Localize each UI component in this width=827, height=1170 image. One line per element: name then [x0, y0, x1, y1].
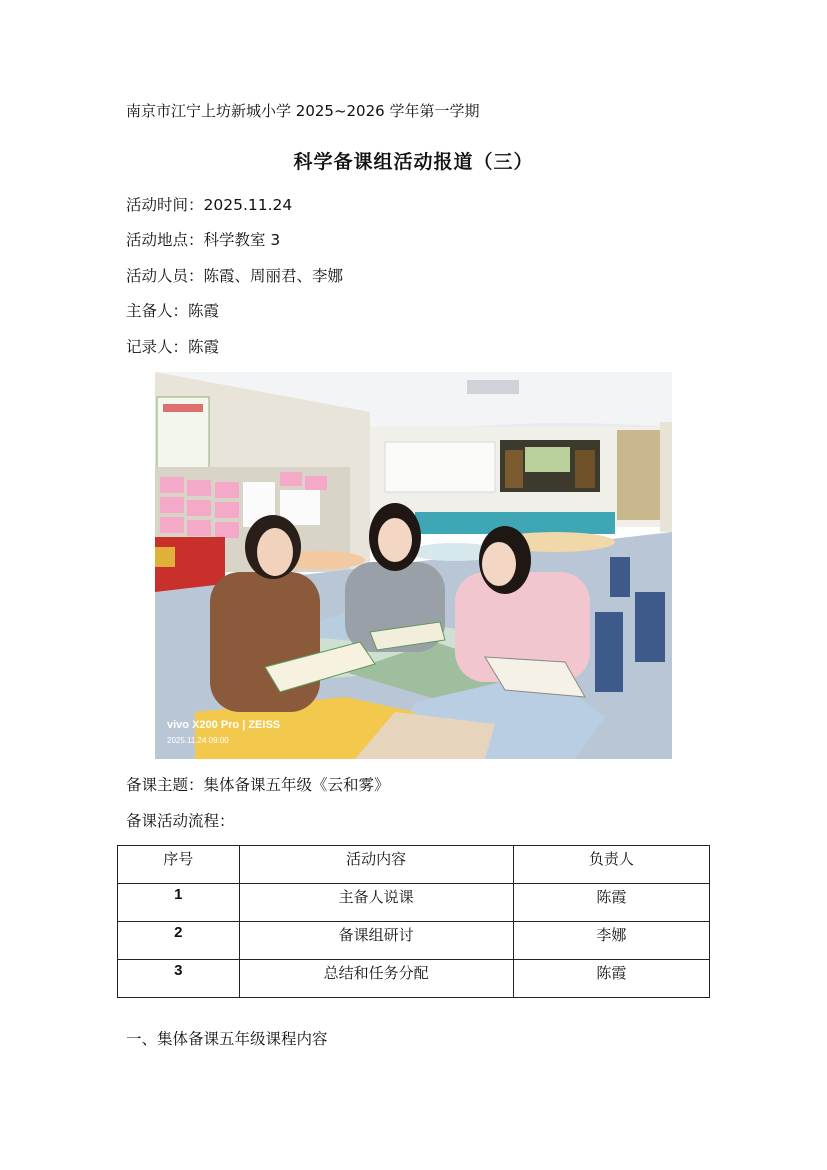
table-row	[118, 884, 710, 922]
school-term-header: 南京市江宁上坊新城小学 2025~2026 学年第一学期	[126, 102, 480, 120]
photo-timestamp: 2025.11.24 09:00	[167, 736, 229, 745]
activity-people: 活动人员：陈霞、周丽君、李娜	[126, 267, 344, 285]
camera-watermark: vivo X200 Pro | ZEISS	[167, 719, 281, 731]
table-header: 活动内容	[239, 846, 513, 884]
table-cell: 3	[118, 960, 240, 998]
table-cell: 李娜	[513, 922, 709, 960]
lesson-topic: 备课主题：集体备课五年级《云和雾》	[126, 776, 390, 794]
activity-time: 活动时间：2025.11.24	[126, 196, 293, 214]
activity-process-table	[117, 845, 710, 998]
table-header: 序号	[118, 846, 240, 884]
table-cell: 备课组研讨	[239, 922, 513, 960]
page-title: 科学备课组活动报道（三）	[293, 151, 534, 173]
table-cell: 陈霞	[513, 884, 709, 922]
activity-place: 活动地点：科学教室 3	[126, 231, 281, 249]
recorder: 记录人：陈霞	[126, 338, 220, 356]
table-cell: 总结和任务分配	[239, 960, 513, 998]
activity-photo	[155, 372, 672, 759]
table-cell: 陈霞	[513, 960, 709, 998]
process-label: 备课活动流程：	[126, 812, 235, 830]
table-cell: 主备人说课	[239, 884, 513, 922]
table-header: 负责人	[513, 846, 709, 884]
table-row	[118, 960, 710, 998]
table-header-row	[118, 846, 710, 884]
table-cell: 2	[118, 922, 240, 960]
lead-preparer: 主备人：陈霞	[126, 302, 220, 320]
section-heading: 一、集体备课五年级课程内容	[126, 1030, 328, 1048]
table-cell: 1	[118, 884, 240, 922]
table-row	[118, 922, 710, 960]
